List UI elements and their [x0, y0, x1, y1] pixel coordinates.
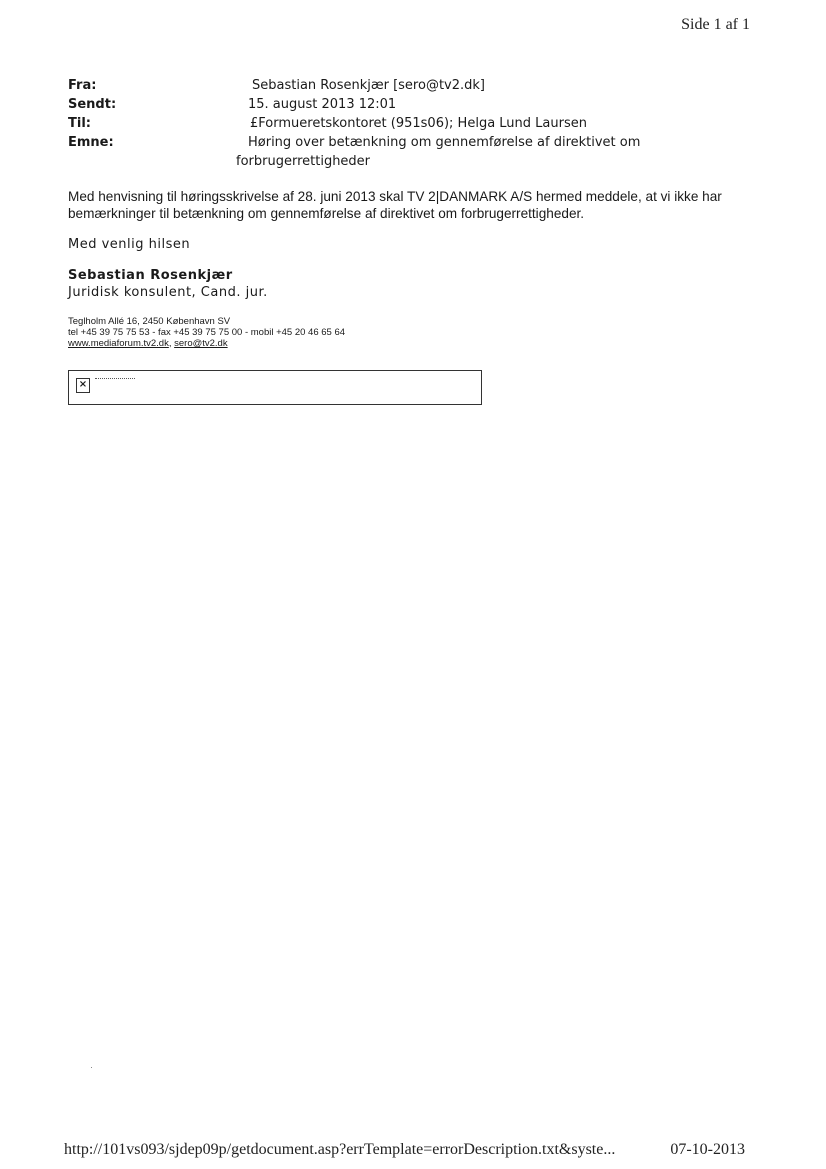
broken-image-icon: ×: [76, 378, 90, 393]
contact-address: Teglholm Allé 16, 2450 København SV: [68, 316, 231, 327]
footer-date: 07-10-2013: [670, 1141, 745, 1158]
subject-line-1: Høring over betænkning om gennemførelse af direktivet om: [248, 135, 641, 150]
broken-image-caption: [95, 378, 135, 381]
subject-line-2: forbrugerrettigheder: [236, 154, 371, 169]
link-separator: ,: [168, 338, 175, 349]
to-row: [68, 114, 768, 133]
contact-links: [68, 338, 345, 349]
signature-name: Sebastian Rosenkjær: [68, 268, 233, 283]
from-row: [68, 76, 768, 95]
to-label: Til:: [68, 116, 91, 131]
subject-value: [236, 133, 640, 171]
signature-title: Juridisk konsulent, Cand. jur.: [68, 285, 268, 300]
broken-image-frame: [68, 370, 482, 405]
message-body: Med henvisning til høringsskrivelse af 28. juni 2013 skal TV 2|DANMARK A/S hermed meddele, at vi ikke har bemærkninger til betænkning om gennemførelse af direktivet om forbrugerrettigheder.: [68, 189, 722, 221]
greeting: Med venlig hilsen: [68, 237, 191, 252]
sent-label: Sendt:: [68, 97, 117, 112]
website-link[interactable]: www.mediaforum.tv2.dk: [68, 338, 169, 349]
sent-row: [68, 95, 768, 114]
subject-row: [68, 133, 768, 171]
contact-block: [68, 316, 345, 349]
footer-url: http://101vs093/sjdep09p/getdocument.asp?errTemplate=errorDescription.txt&syste...: [64, 1141, 616, 1158]
email-link[interactable]: sero@tv2.dk: [174, 338, 228, 349]
contact-phone: tel +45 39 75 75 53 - fax +45 39 75 75 00 - mobil +45 20 46 65 64: [68, 327, 346, 338]
to-value: £Formueretskontoret (951s06); Helga Lund Laursen: [250, 116, 587, 131]
email-header: [68, 76, 768, 171]
scan-speck: [91, 1067, 92, 1068]
subject-label: Emne:: [68, 135, 114, 150]
page-indicator: Side 1 af 1: [681, 16, 750, 33]
sent-value: 15. august 2013 12:01: [248, 97, 397, 112]
from-value: Sebastian Rosenkjær [sero@tv2.dk]: [252, 78, 485, 93]
from-label: Fra:: [68, 78, 97, 93]
